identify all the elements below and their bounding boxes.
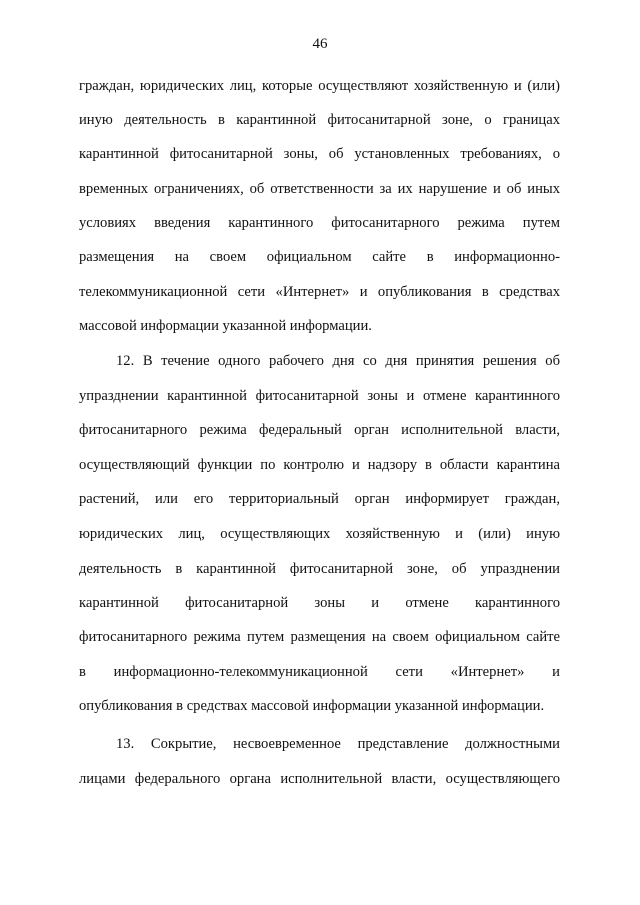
text-line: осуществляющий функции по контролю и надзору в области карантина bbox=[79, 457, 560, 473]
paragraph-13-first-line: 13. Сокрытие, несвоевременное представление должностными bbox=[116, 736, 560, 752]
text-line: массовой информации указанной информации. bbox=[79, 318, 372, 334]
page-number: 46 bbox=[312, 36, 328, 52]
text-line: граждан, юридических лиц, которые осуществляют хозяйственную и (или) bbox=[79, 78, 560, 94]
text-line: упразднении карантинной фитосанитарной зоны и отмене карантинного bbox=[79, 388, 560, 404]
text-line: карантинной фитосанитарной зоны, об установленных требованиях, о bbox=[79, 146, 560, 162]
text-line: иную деятельность в карантинной фитосанитарной зоне, о границах bbox=[79, 112, 560, 128]
paragraph-12-first-line: 12. В течение одного рабочего дня со дня принятия решения об bbox=[116, 353, 560, 369]
text-line: лицами федерального органа исполнительной власти, осуществляющего bbox=[79, 771, 560, 787]
text-line: размещения на своем официальном сайте в информационно- bbox=[79, 249, 560, 265]
text-line: временных ограничениях, об ответственности за их нарушение и об иных bbox=[79, 181, 560, 197]
text-line: юридических лиц, осуществляющих хозяйственную и (или) иную bbox=[79, 526, 560, 542]
text-line: фитосанитарного режима путем размещения на своем официальном сайте bbox=[79, 629, 560, 645]
text-line: в информационно-телекоммуникационной сети «Интернет» и bbox=[79, 664, 560, 680]
text-line: условиях введения карантинного фитосанитарного режима путем bbox=[79, 215, 560, 231]
text-line: деятельность в карантинной фитосанитарной зоне, об упразднении bbox=[79, 561, 560, 577]
text-line: телекоммуникационной сети «Интернет» и опубликования в средствах bbox=[79, 284, 560, 300]
text-line: карантинной фитосанитарной зоны и отмене карантинного bbox=[79, 595, 560, 611]
text-line: фитосанитарного режима федеральный орган исполнительной власти, bbox=[79, 422, 560, 438]
text-line: опубликования в средствах массовой информации указанной информации. bbox=[79, 698, 545, 714]
text-line: растений, или его территориальный орган информирует граждан, bbox=[79, 491, 560, 507]
